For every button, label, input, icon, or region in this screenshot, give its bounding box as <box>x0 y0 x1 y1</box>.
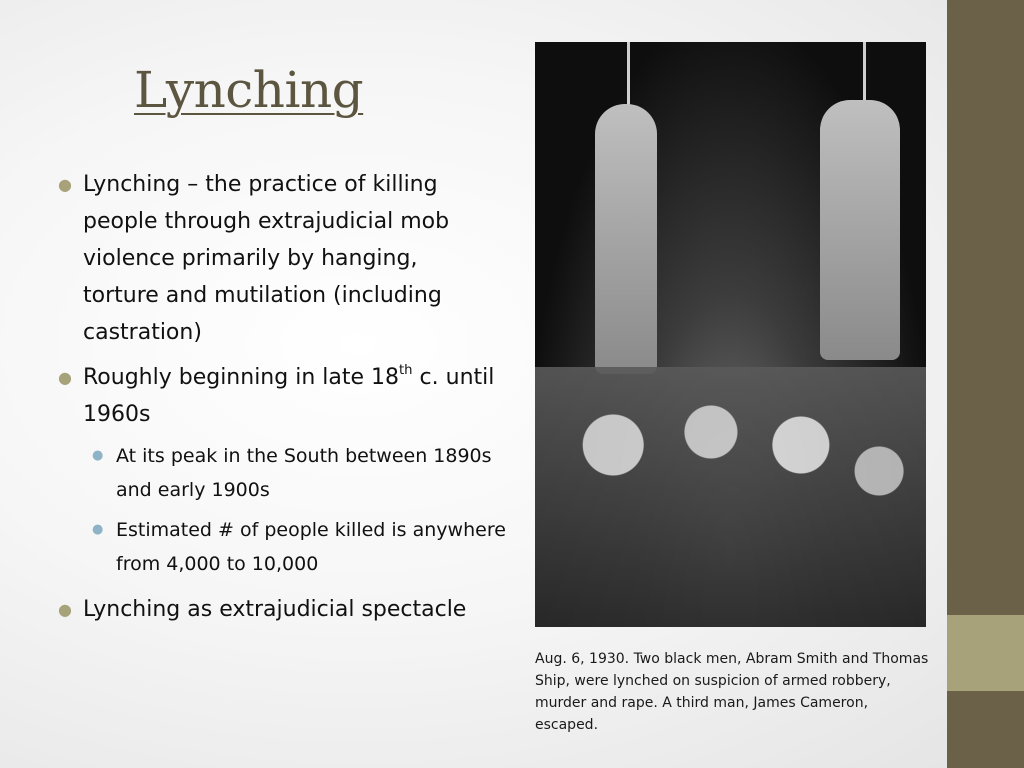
sub-bullet-text: At its peak in the South between 1890s and early 1900s <box>116 445 492 501</box>
bullet-text <box>83 365 494 427</box>
historical-photo <box>535 42 926 627</box>
sub-bullet-item <box>83 439 523 507</box>
bullet-dot-icon: ● <box>58 175 72 194</box>
slide-title: Lynching <box>134 61 364 119</box>
hanging-figure <box>820 100 900 360</box>
photo-caption: Aug. 6, 1930. Two black men, Abram Smith and Thomas Ship, were lynched on suspicion of armed robbery, murder and rape. A third man, James Cameron, escaped. <box>535 651 929 733</box>
crowd <box>535 367 926 627</box>
bullet-text: Lynching – the practice of killing people through extrajudicial mob violence primarily by hanging, torture and mutilation (including castration) <box>83 172 450 345</box>
bullet-text-part: c. until 1960s <box>83 365 495 427</box>
sub-bullet-item <box>83 513 523 581</box>
bullet-list <box>58 166 506 636</box>
sub-bullet-text: Estimated # of people killed is anywhere from 4,000 to 10,000 <box>116 519 506 575</box>
sub-bullet-dot-icon: ● <box>92 522 104 537</box>
sub-bullet-list <box>83 439 506 581</box>
sub-bullet-dot-icon: ● <box>92 448 104 463</box>
bullet-dot-icon: ● <box>58 600 72 619</box>
side-band-accent <box>947 615 1024 691</box>
bullet-item <box>58 166 498 351</box>
bullet-dot-icon: ● <box>58 368 72 387</box>
hanging-figure <box>595 104 657 374</box>
superscript: th <box>399 363 413 379</box>
bullet-item <box>58 359 506 581</box>
bullet-item <box>58 591 498 628</box>
rope <box>627 42 630 112</box>
bullet-text: Lynching as extrajudicial spectacle <box>83 597 467 622</box>
bullet-text-part: Roughly beginning in late 18 <box>83 365 400 390</box>
